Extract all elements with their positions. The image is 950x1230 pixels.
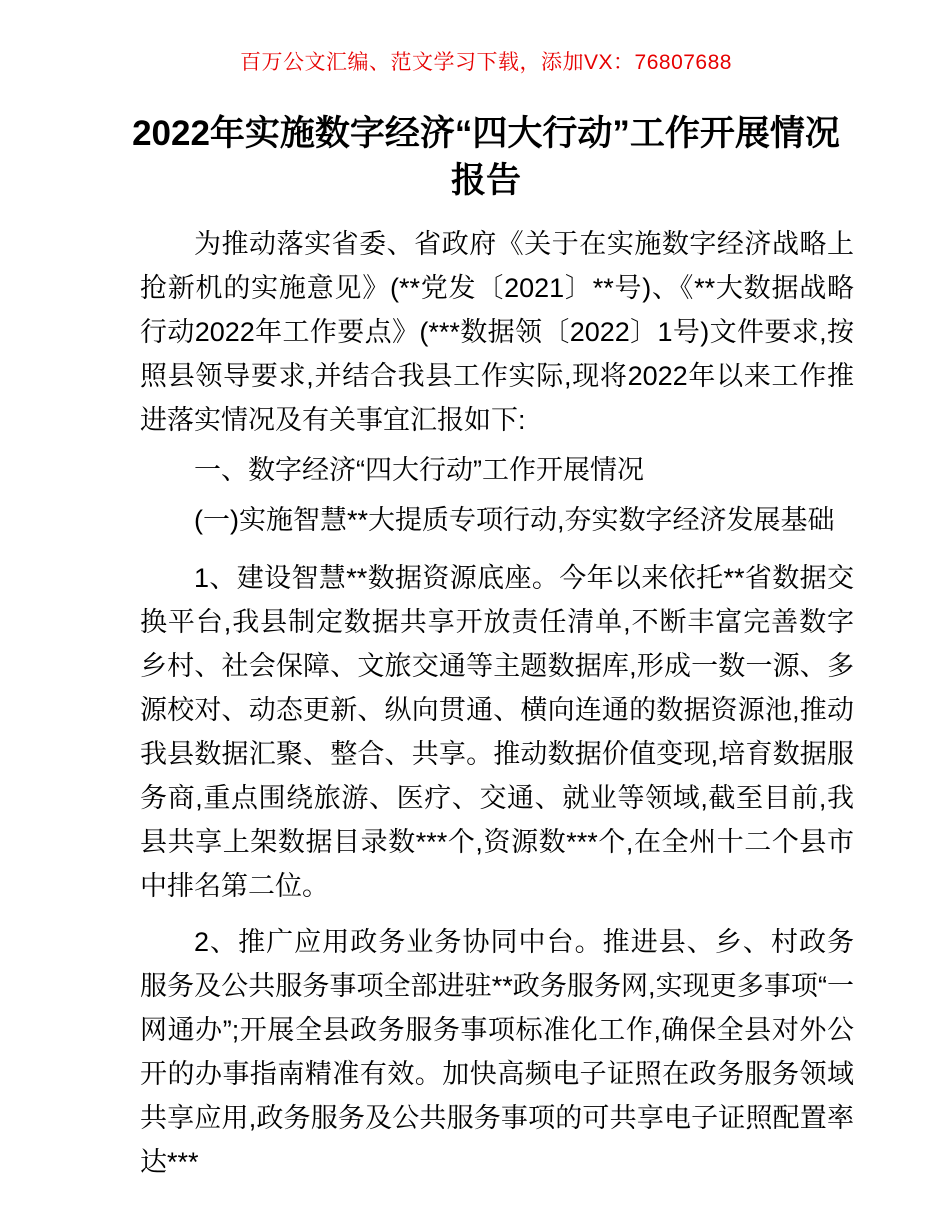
paragraph-item-1: 1、建设智慧**数据资源底座。今年以来依托**省数据交换平台,我县制定数据共享开放责任清单,不断丰富完善数字乡村、社会保障、文旅交通等主题数据库,形成一数一源、多源校对、动态更新、纵向贯通、横向连通的数据资源池,推动我县数据汇聚、整合、共享。推动数据价值变现,培育数据服务商,重点围绕旅游、医疗、交通、就业等领域,截至目前,我县共享上架数据目录数***个,资源数***个,在全州十二个县市中排名第二位。	[140, 563, 854, 901]
paragraph-intro: 为推动落实省委、省政府《关于在实施数字经济战略上抢新机的实施意见》(**党发〔2021〕**号)、《**大数据战略行动2022年工作要点》(***数据领〔2022〕1号)文件要求,按照县领导要求,并结合我县工作实际,现将2022年以来工作推进落实情况及有关事宜汇报如下:	[140, 229, 854, 435]
paragraph-item-2: 2、推广应用政务业务协同中台。推进县、乡、村政务服务及公共服务事项全部进驻**政务服务网,实现更多事项“一网通办”;开展全县政务服务事项标准化工作,确保全县对外公开的办事指南精准有效。加快高频电子证照在政务服务领域共享应用,政务服务及公共服务事项的可共享电子证照配置率达***	[140, 927, 854, 1177]
section-heading-level2: (一)实施智慧**大提质专项行动,夯实数字经济发展基础	[194, 505, 835, 535]
section-heading-level1: 一、数字经济“四大行动”工作开展情况	[194, 455, 644, 485]
document-title: 2022年实施数字经济“四大行动”工作开展情况报告	[132, 114, 840, 200]
promo-banner: 百万公文汇编、范文学习下载，添加VX：76807688	[240, 51, 732, 74]
